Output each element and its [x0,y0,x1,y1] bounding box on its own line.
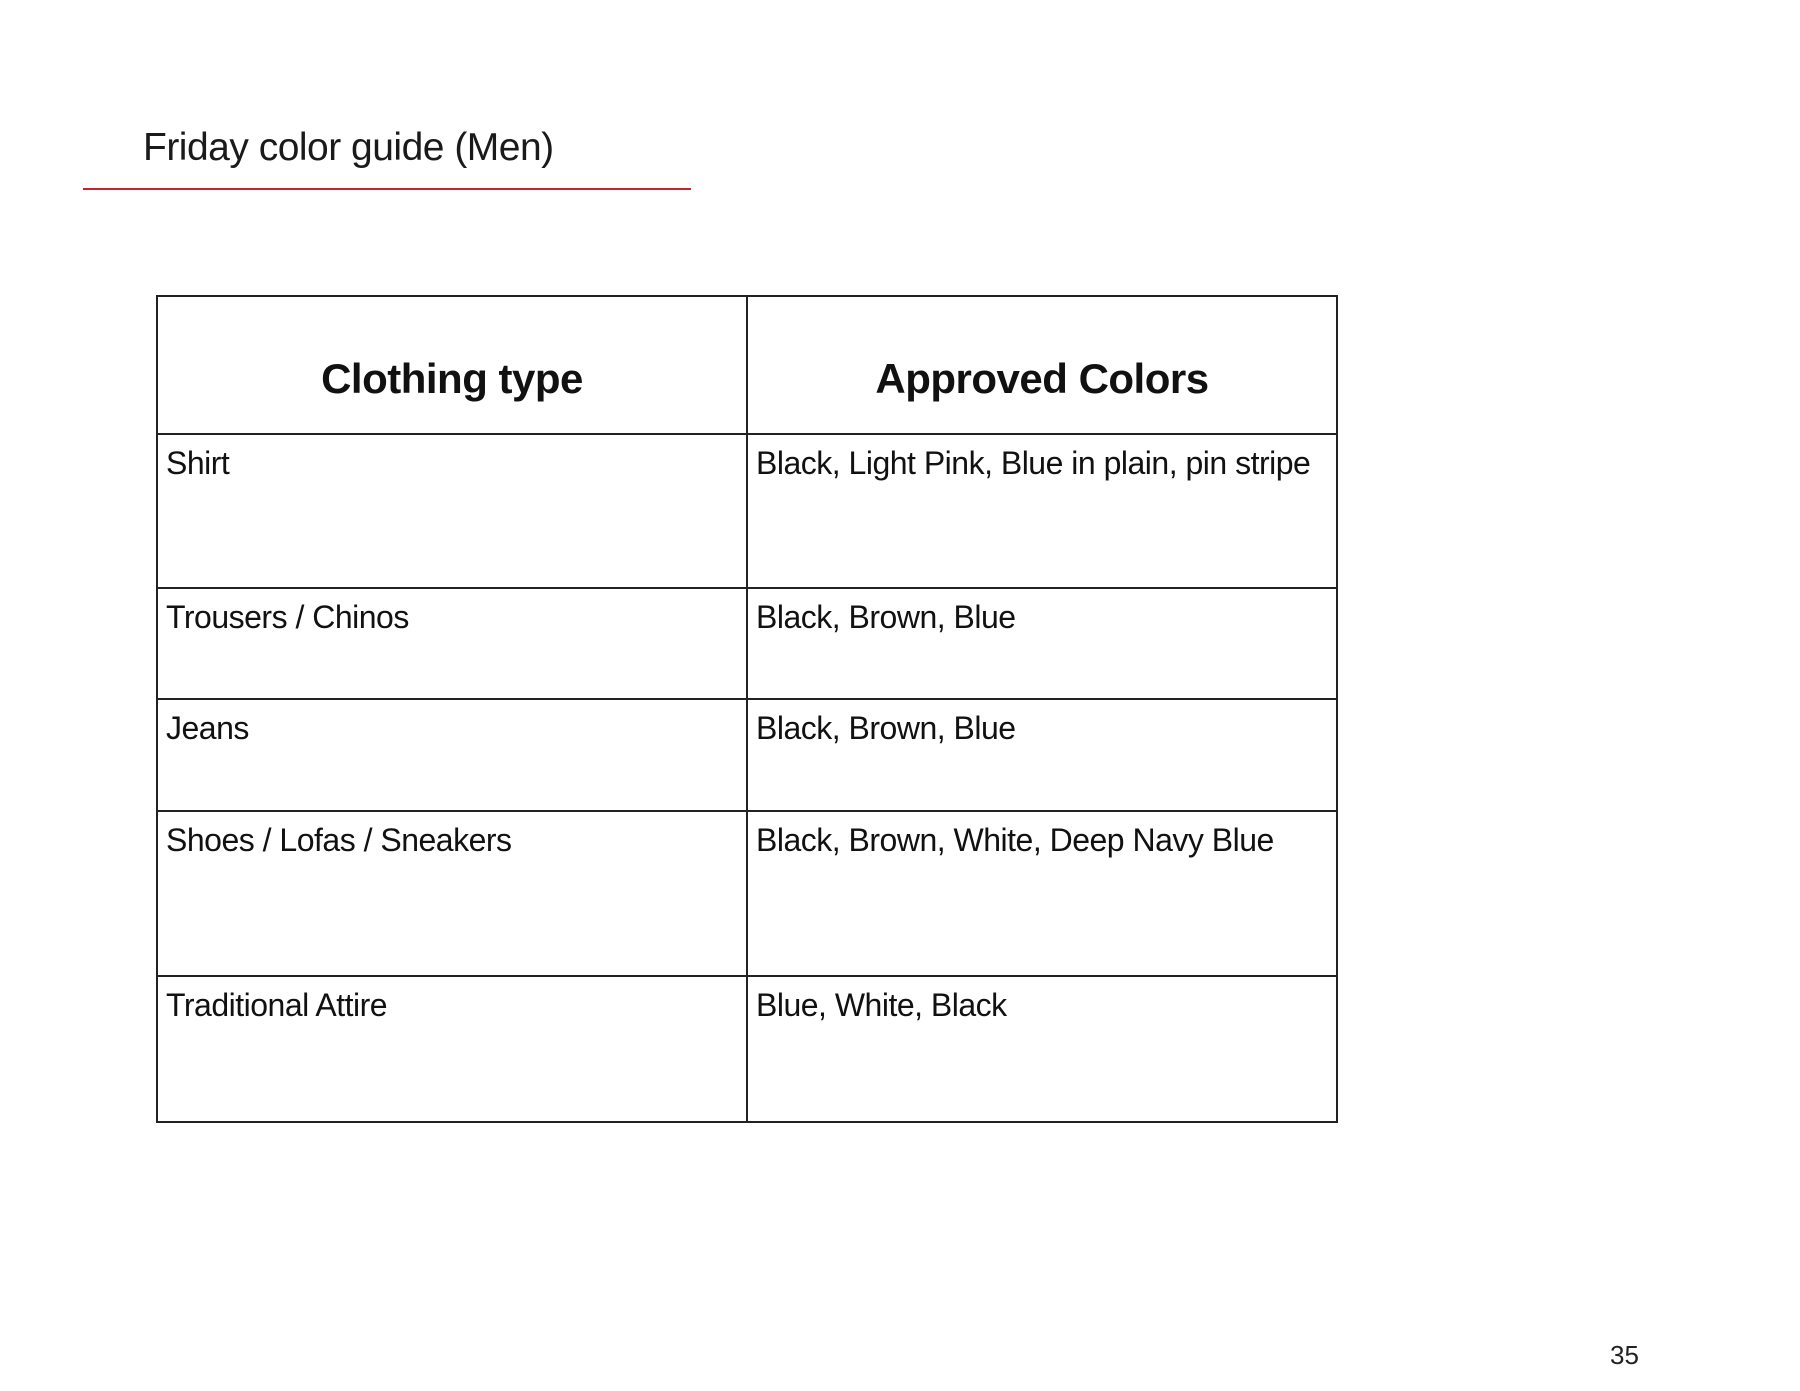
table-row [157,699,1337,811]
cell-approved-colors: Black, Brown, Blue [747,588,1337,699]
table-header-row [157,296,1337,434]
cell-approved-colors: Black, Light Pink, Blue in plain, pin stripe [747,434,1337,588]
table-row [157,811,1337,976]
color-guide-table [156,295,1338,1123]
cell-approved-colors: Black, Brown, Blue [747,699,1337,811]
cell-clothing-type: Traditional Attire [157,976,747,1122]
cell-clothing-type: Shirt [157,434,747,588]
cell-clothing-type: Shoes / Lofas / Sneakers [157,811,747,976]
header-clothing-type: Clothing type [157,296,747,434]
cell-approved-colors: Blue, White, Black [747,976,1337,1122]
cell-approved-colors: Black, Brown, White, Deep Navy Blue [747,811,1337,976]
table-row [157,588,1337,699]
page-title: Friday color guide (Men) [143,126,554,169]
cell-clothing-type: Jeans [157,699,747,811]
table-row [157,434,1337,588]
title-underline [83,188,691,190]
header-approved-colors: Approved Colors [747,296,1337,434]
cell-clothing-type: Trousers / Chinos [157,588,747,699]
table-row [157,976,1337,1122]
page-number: 35 [1610,1340,1639,1370]
